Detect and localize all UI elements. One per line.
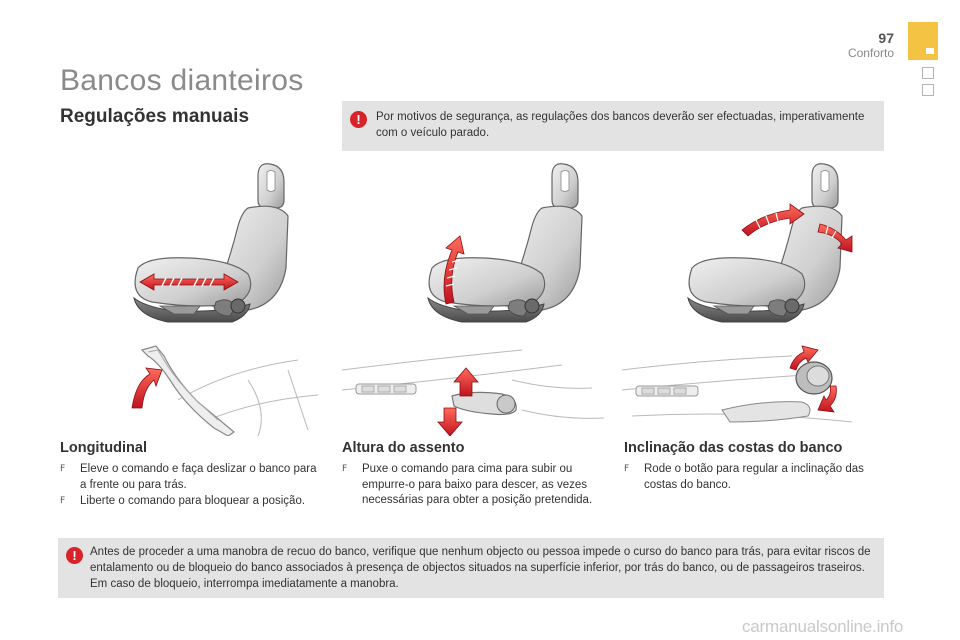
- list-item: [624, 462, 888, 493]
- height-lever-up-arrow-icon: [454, 368, 478, 396]
- safety-warning-bottom: [58, 538, 884, 598]
- longitudinal-lever-illustration: [58, 340, 320, 436]
- warning-text: Antes de proceder a uma manobra de recuo do banco, verifique que nenhum objecto ou pessoa impede o curso do banco para trás, para evitar riscos de entalamento ou de bloqueio do banco associados à presença de objectos situados na superfície inferior, por trás do banco, ou de passageiros traseiros. Em caso de bloqueio, interrompa imediatamente a manobra.: [90, 546, 871, 590]
- chapter-tab-marker[interactable]: [908, 22, 938, 60]
- seat-height-illustration: [342, 154, 612, 334]
- tab-dot: [926, 48, 934, 54]
- list-item: [60, 462, 320, 493]
- seat-recline-illustration: [622, 154, 892, 334]
- chapter-tab-box[interactable]: [922, 67, 934, 79]
- instructions-backrest-recline: [624, 462, 888, 494]
- warning-text: Por motivos de segurança, as regulações dos bancos deverão ser efectuadas, imperativamente com o veículo parado.: [376, 111, 865, 139]
- footer-watermark: carmanualsonline.info: [742, 617, 904, 636]
- height-lever-down-arrow-icon: [438, 408, 462, 436]
- bullet-marker: F: [342, 464, 348, 474]
- column-title-longitudinal: Longitudinal: [60, 440, 147, 456]
- bullet-marker: F: [60, 464, 66, 474]
- instruction-text: Puxe o comando para cima para subir ou empurre-o para baixo para descer, as vezes necessárias para obter a posição pretendida.: [362, 463, 593, 506]
- warning-icon: !: [350, 111, 367, 128]
- bullet-marker: F: [624, 464, 630, 474]
- page-number: 97: [878, 30, 894, 46]
- instruction-text: Rode o botão para regular a inclinação das costas do banco.: [644, 463, 864, 491]
- seat-longitudinal-illustration: [74, 154, 344, 334]
- instruction-text: Eleve o comando e faça deslizar o banco para a frente ou para trás.: [80, 463, 317, 491]
- column-title-backrest-recline: Inclinação das costas do banco: [624, 440, 843, 456]
- lift-lever-arrow-icon: [132, 368, 162, 408]
- list-item: [60, 494, 320, 510]
- chapter-tab-box[interactable]: [922, 84, 934, 96]
- safety-warning-top: [342, 101, 884, 151]
- warning-icon: !: [66, 547, 83, 564]
- recline-knob-illustration: [622, 340, 884, 436]
- bullet-marker: F: [60, 496, 66, 506]
- section-label: Conforto: [847, 46, 894, 60]
- column-title-seat-height: Altura do assento: [342, 440, 465, 456]
- page-title: Bancos dianteiros: [60, 64, 304, 97]
- height-lever-illustration: [342, 340, 604, 436]
- instructions-longitudinal: [60, 462, 320, 511]
- list-item: [342, 462, 594, 509]
- instruction-text: Liberte o comando para bloquear a posição.: [80, 495, 306, 507]
- section-subtitle: Regulações manuais: [60, 106, 250, 127]
- instructions-seat-height: [342, 462, 594, 510]
